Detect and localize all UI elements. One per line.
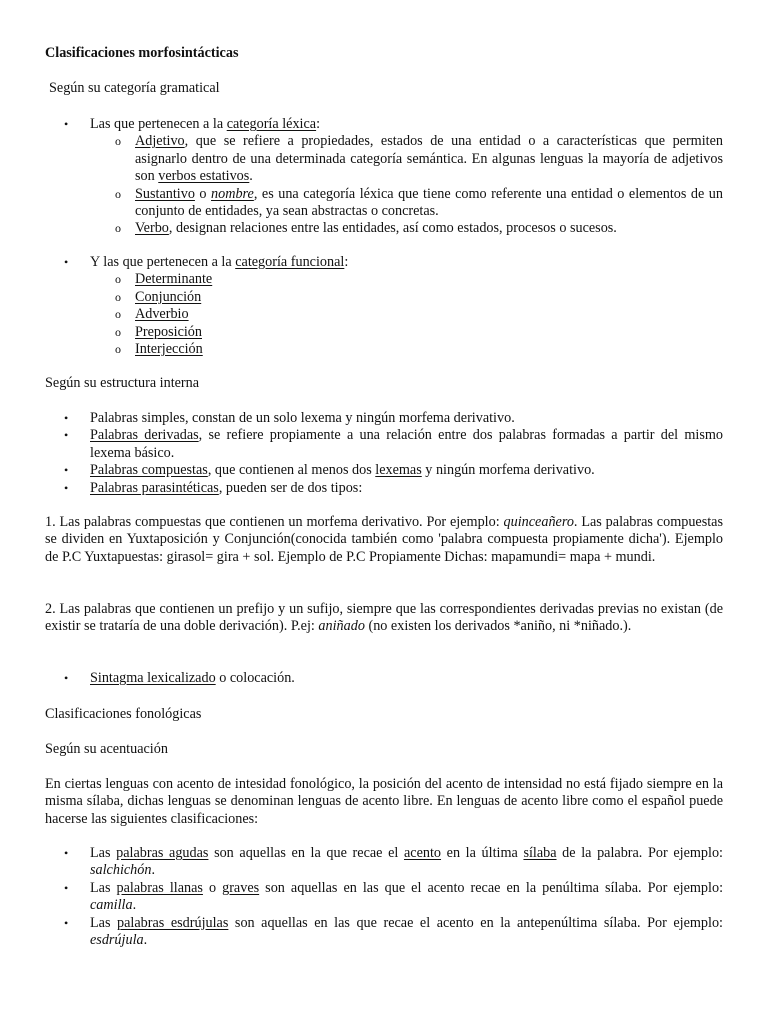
sub-item-preposicion xyxy=(45,324,723,341)
heading-acentuacion: Según su acentuación xyxy=(45,741,168,757)
example-quinceanero: quinceañero xyxy=(503,514,574,530)
sub-item-adjetivo: o Adjetivo, que se refiere a propiedades, estados de una entidad o a características que permiten asignarlo dentro de una determinada categoría semántica. En algunas lenguas la mayoría de adjetivos son verbos estativos. xyxy=(45,133,723,185)
list-categoria-lexica xyxy=(45,116,723,238)
list-item-palabras-derivadas: • Palabras derivadas, se refiere propiamente a una relación entre dos palabras formadas a partir del mismo lexema básico. xyxy=(45,427,723,462)
heading-clasificaciones-fonologicas: Clasificaciones fonológicas xyxy=(45,706,202,722)
sub-item-interjeccion xyxy=(45,341,723,358)
paragraph-acento-libre: En ciertas lenguas con acento de intesidad fonológico, la posición del acento de intensidad no está fijado siempre en la misma sílaba, dichas lenguas se denominan lenguas de acento libre. En lenguas de acento libre como el español puede hacerse las siguientes clasificaciones: xyxy=(45,776,723,827)
link-verbos-estativos[interactable]: verbos estativos xyxy=(158,168,250,185)
link-sintagma-lexicalizado[interactable]: Sintagma lexicalizado xyxy=(90,670,216,686)
list-acentuacion xyxy=(45,845,727,949)
sub-item-verbo: o Verbo, designan relaciones entre las entidades, así como estados, procesos o sucesos. xyxy=(45,220,723,237)
link-palabras-parasinteticas[interactable]: Palabras parasintéticas xyxy=(90,479,219,496)
link-acento[interactable]: acento xyxy=(403,845,442,861)
example-esdrujula: esdrújula xyxy=(90,932,144,949)
link-verbo[interactable]: Verbo xyxy=(135,220,169,237)
link-sustantivo[interactable]: Sustantivo xyxy=(135,185,195,202)
link-preposicion[interactable]: Preposición xyxy=(135,323,202,340)
link-palabras-derivadas[interactable]: Palabras derivadas xyxy=(90,427,199,444)
list-item-sintagma-lexicalizado: • Sintagma lexicalizado o colocación. xyxy=(45,670,723,687)
list-estructura-interna xyxy=(45,410,723,497)
list-categoria-funcional xyxy=(45,254,723,358)
list-sintagma xyxy=(45,670,723,687)
link-graves[interactable]: graves xyxy=(222,879,260,896)
heading-categoria-gramatical: Según su categoría gramatical xyxy=(49,80,220,96)
list-item-palabras-simples: • Palabras simples, constan de un solo lexema y ningún morfema derivativo. xyxy=(45,410,723,427)
link-conjuncion[interactable]: Conjunción xyxy=(135,288,202,305)
paragraph-compuestas: 1. Las palabras compuestas que contienen un morfema derivativo. Por ejemplo: quinceañero. Las palabras compuestas se dividen en Yuxtaposición y Conjunción(conocida también como 'palabra compuesta propiamente dicha'). Ejemplo de P.C Yuxtapuestas: girasol= gira + sol. Ejemplo de P.C Propiamente Dichas: mapamundi= mapa + mundi. xyxy=(45,514,724,565)
sub-item-sustantivo: o Sustantivo o nombre, es una categoría léxica que tiene como referente una entidad o elementos de un conjunto de entidades, ya sean abstractas o concretas. xyxy=(45,186,723,221)
link-palabras-agudas[interactable]: palabras agudas xyxy=(116,845,209,861)
sub-item-conjuncion xyxy=(45,289,723,306)
link-adverbio[interactable]: Adverbio xyxy=(135,306,189,323)
example-camilla: camilla xyxy=(90,897,133,914)
heading-estructura-interna: Según su estructura interna xyxy=(45,375,200,391)
link-palabras-llanas[interactable]: palabras llanas xyxy=(116,879,203,896)
list-item-categoria-funcional: • Y las que pertenecen a la categoría funcional: xyxy=(45,254,723,271)
link-silaba[interactable]: sílaba xyxy=(523,845,557,861)
paragraph-prefijo-sufijo: 2. Las palabras que contienen un prefijo y un sufijo, siempre que las correspondientes derivadas previas no existan (de existir se trataría de una doble derivación). P.ej: aniñado (no existen los derivados *aniño, ni *niñado.). xyxy=(45,601,727,635)
link-lexemas[interactable]: lexemas xyxy=(375,462,422,479)
link-interjeccion[interactable]: Interjección xyxy=(135,341,203,358)
list-item-palabras-esdrujulas: • Las palabras esdrújulas son aquellas en las que recae el acento en la antepenúltima sílaba. Por ejemplo: esdrújula. xyxy=(45,915,723,950)
sub-item-determinante xyxy=(45,271,723,288)
list-item-palabras-agudas: • Las palabras agudas son aquellas en la que recae el acento en la última sílaba de la palabra. Por ejemplo: salchichón. xyxy=(45,845,723,880)
link-categoria-funcional[interactable]: categoría funcional xyxy=(235,254,345,270)
list-item-palabras-llanas: • Las palabras llanas o graves son aquellas en las que el acento recae en la penúltima sílaba. Por ejemplo: camilla. xyxy=(45,880,723,915)
list-item-categoria-lexica: • Las que pertenecen a la categoría léxica: xyxy=(45,116,723,133)
sub-item-adverbio xyxy=(45,306,723,323)
page-title: Clasificaciones morfosintácticas xyxy=(45,45,239,61)
list-item-palabras-compuestas: • Palabras compuestas, que contienen al menos dos lexemas y ningún morfema derivativo. xyxy=(45,462,723,479)
example-aninado: aniñado xyxy=(318,618,365,635)
link-palabras-compuestas[interactable]: Palabras compuestas xyxy=(90,462,208,479)
link-nombre[interactable]: nombre xyxy=(211,185,254,202)
list-item-palabras-parasinteticas: • Palabras parasintéticas, pueden ser de dos tipos: xyxy=(45,480,723,497)
link-determinante[interactable]: Determinante xyxy=(135,271,213,288)
link-palabras-esdrujulas[interactable]: palabras esdrújulas xyxy=(117,914,229,931)
example-salchichon: salchichón xyxy=(90,862,152,879)
link-adjetivo[interactable]: Adjetivo xyxy=(135,133,185,150)
link-categoria-lexica[interactable]: categoría léxica xyxy=(226,116,317,132)
